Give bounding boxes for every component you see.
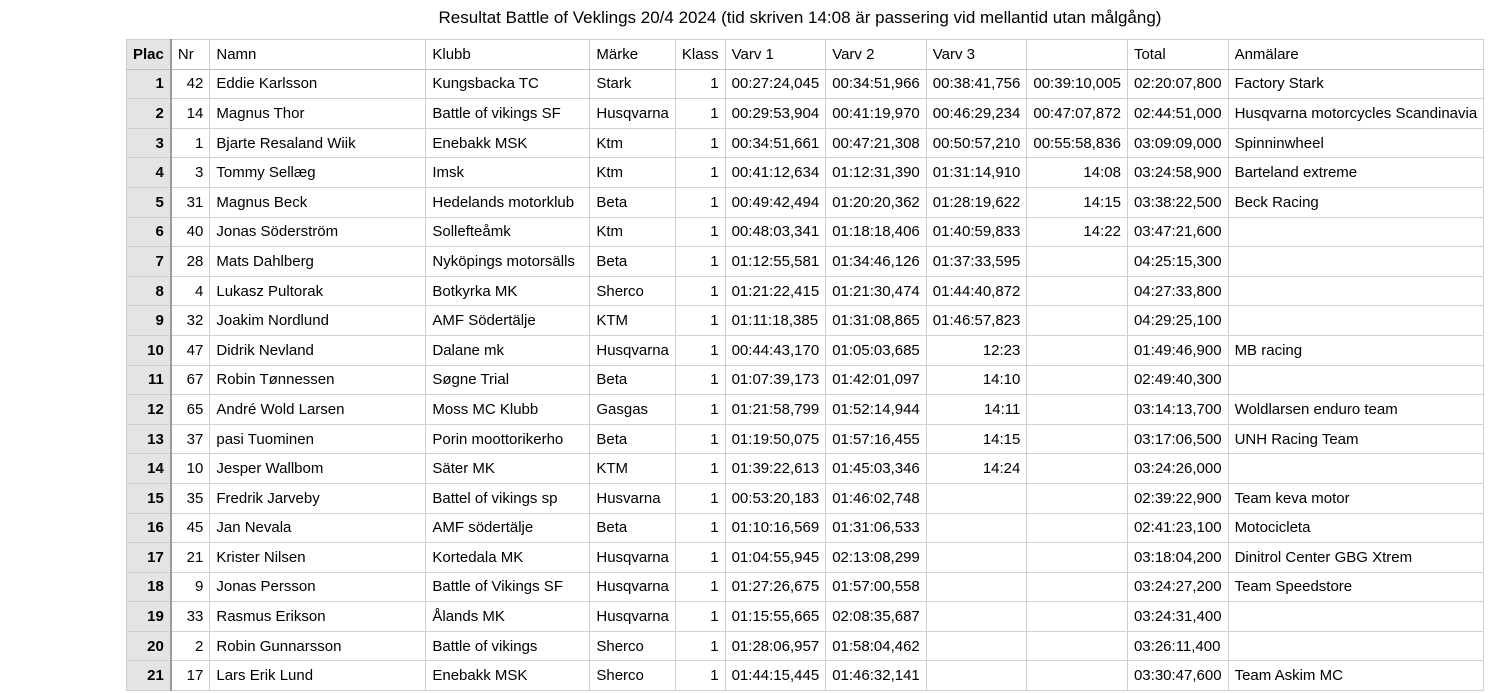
cell-klass: 1 bbox=[675, 572, 725, 602]
cell-marke: Sherco bbox=[590, 276, 676, 306]
cell-total: 02:41:23,100 bbox=[1127, 513, 1228, 543]
cell-klubb: Botkyrka MK bbox=[426, 276, 590, 306]
cell-namn: Joakim Nordlund bbox=[210, 306, 426, 336]
cell-varv2: 01:46:02,748 bbox=[826, 483, 927, 513]
cell-namn: Bjarte Resaland Wiik bbox=[210, 128, 426, 158]
cell-klass: 1 bbox=[675, 306, 725, 336]
cell-namn: Jan Nevala bbox=[210, 513, 426, 543]
cell-total: 04:25:15,300 bbox=[1127, 247, 1228, 277]
cell-varv3: 01:31:14,910 bbox=[926, 158, 1027, 188]
cell-varv3: 01:37:33,595 bbox=[926, 247, 1027, 277]
cell-klubb: Ålands MK bbox=[426, 602, 590, 632]
cell-klass: 1 bbox=[675, 69, 725, 99]
cell-plac: 13 bbox=[127, 424, 171, 454]
col-header-varv1: Varv 1 bbox=[725, 40, 826, 70]
cell-total: 03:09:09,000 bbox=[1127, 128, 1228, 158]
cell-nr: 42 bbox=[171, 69, 210, 99]
cell-varv3 bbox=[926, 602, 1027, 632]
cell-varv2: 01:18:18,406 bbox=[826, 217, 927, 247]
cell-nr: 4 bbox=[171, 276, 210, 306]
table-row bbox=[127, 572, 1484, 602]
page-title-text: Resultat Battle of Veklings 20/4 2024 (tid skriven 14:08 är passering vid mellantid utan målgång) bbox=[438, 8, 1162, 27]
cell-namn: pasi Tuominen bbox=[210, 424, 426, 454]
cell-varv4 bbox=[1027, 424, 1128, 454]
cell-varv2: 02:08:35,687 bbox=[826, 602, 927, 632]
cell-total: 03:14:13,700 bbox=[1127, 395, 1228, 425]
cell-varv2: 01:45:03,346 bbox=[826, 454, 927, 484]
cell-klubb: Kortedala MK bbox=[426, 543, 590, 573]
cell-varv1: 01:11:18,385 bbox=[725, 306, 826, 336]
cell-varv3: 14:24 bbox=[926, 454, 1027, 484]
cell-varv1: 00:34:51,661 bbox=[725, 128, 826, 158]
col-header-total: Total bbox=[1127, 40, 1228, 70]
cell-anmalare bbox=[1228, 276, 1484, 306]
cell-plac: 9 bbox=[127, 306, 171, 336]
cell-nr: 45 bbox=[171, 513, 210, 543]
cell-varv2: 01:57:16,455 bbox=[826, 424, 927, 454]
cell-varv4 bbox=[1027, 543, 1128, 573]
cell-total: 03:24:27,200 bbox=[1127, 572, 1228, 602]
cell-varv3: 00:38:41,756 bbox=[926, 69, 1027, 99]
cell-total: 02:20:07,800 bbox=[1127, 69, 1228, 99]
cell-varv1: 01:10:16,569 bbox=[725, 513, 826, 543]
cell-varv3 bbox=[926, 513, 1027, 543]
cell-varv2: 01:58:04,462 bbox=[826, 631, 927, 661]
cell-nr: 32 bbox=[171, 306, 210, 336]
cell-varv3 bbox=[926, 572, 1027, 602]
cell-total: 03:18:04,200 bbox=[1127, 543, 1228, 573]
cell-varv3: 01:46:57,823 bbox=[926, 306, 1027, 336]
cell-varv3: 12:23 bbox=[926, 335, 1027, 365]
cell-varv1: 01:44:15,445 bbox=[725, 661, 826, 691]
cell-namn: Rasmus Erikson bbox=[210, 602, 426, 632]
cell-varv2: 02:13:08,299 bbox=[826, 543, 927, 573]
cell-klubb: Battle of vikings bbox=[426, 631, 590, 661]
header-row bbox=[127, 40, 1484, 70]
cell-nr: 9 bbox=[171, 572, 210, 602]
table-row bbox=[127, 217, 1484, 247]
col-header-klubb: Klubb bbox=[426, 40, 590, 70]
cell-plac: 18 bbox=[127, 572, 171, 602]
cell-varv1: 01:04:55,945 bbox=[725, 543, 826, 573]
cell-nr: 35 bbox=[171, 483, 210, 513]
cell-nr: 33 bbox=[171, 602, 210, 632]
cell-klass: 1 bbox=[675, 483, 725, 513]
cell-varv1: 01:28:06,957 bbox=[725, 631, 826, 661]
cell-namn: Fredrik Jarveby bbox=[210, 483, 426, 513]
col-header-anmalare: Anmälare bbox=[1228, 40, 1484, 70]
cell-plac: 16 bbox=[127, 513, 171, 543]
cell-namn: Mats Dahlberg bbox=[210, 247, 426, 277]
cell-total: 03:47:21,600 bbox=[1127, 217, 1228, 247]
cell-klass: 1 bbox=[675, 158, 725, 188]
cell-varv3: 00:46:29,234 bbox=[926, 99, 1027, 129]
cell-namn: Didrik Nevland bbox=[210, 335, 426, 365]
cell-plac: 19 bbox=[127, 602, 171, 632]
cell-klass: 1 bbox=[675, 602, 725, 632]
cell-varv1: 01:27:26,675 bbox=[725, 572, 826, 602]
cell-nr: 3 bbox=[171, 158, 210, 188]
cell-total: 03:24:58,900 bbox=[1127, 158, 1228, 188]
cell-klass: 1 bbox=[675, 661, 725, 691]
cell-varv1: 01:12:55,581 bbox=[725, 247, 826, 277]
cell-varv3: 01:28:19,622 bbox=[926, 187, 1027, 217]
cell-anmalare: Motocicleta bbox=[1228, 513, 1484, 543]
cell-klubb: Kungsbacka TC bbox=[426, 69, 590, 99]
cell-klass: 1 bbox=[675, 335, 725, 365]
table-row bbox=[127, 158, 1484, 188]
cell-klass: 1 bbox=[675, 247, 725, 277]
table-row bbox=[127, 424, 1484, 454]
cell-varv1: 00:44:43,170 bbox=[725, 335, 826, 365]
cell-varv4 bbox=[1027, 335, 1128, 365]
cell-varv4 bbox=[1027, 306, 1128, 336]
cell-nr: 47 bbox=[171, 335, 210, 365]
cell-klubb: Imsk bbox=[426, 158, 590, 188]
table-row bbox=[127, 187, 1484, 217]
cell-varv3: 00:50:57,210 bbox=[926, 128, 1027, 158]
cell-klubb: Battel of vikings sp bbox=[426, 483, 590, 513]
cell-plac: 1 bbox=[127, 69, 171, 99]
cell-varv3: 14:10 bbox=[926, 365, 1027, 395]
cell-total: 03:38:22,500 bbox=[1127, 187, 1228, 217]
page-title bbox=[0, 6, 1500, 30]
cell-total: 04:27:33,800 bbox=[1127, 276, 1228, 306]
cell-anmalare: MB racing bbox=[1228, 335, 1484, 365]
cell-varv2: 01:20:20,362 bbox=[826, 187, 927, 217]
cell-total: 04:29:25,100 bbox=[1127, 306, 1228, 336]
cell-total: 01:49:46,900 bbox=[1127, 335, 1228, 365]
table-row bbox=[127, 69, 1484, 99]
cell-klubb: Enebakk MSK bbox=[426, 128, 590, 158]
cell-varv4: 14:15 bbox=[1027, 187, 1128, 217]
cell-anmalare: Spinninwheel bbox=[1228, 128, 1484, 158]
cell-anmalare: Dinitrol Center GBG Xtrem bbox=[1228, 543, 1484, 573]
cell-marke: Husqvarna bbox=[590, 572, 676, 602]
cell-klubb: Battle of vikings SF bbox=[426, 99, 590, 129]
cell-varv4: 00:47:07,872 bbox=[1027, 99, 1128, 129]
col-header-klass: Klass bbox=[675, 40, 725, 70]
cell-varv2: 01:52:14,944 bbox=[826, 395, 927, 425]
cell-klass: 1 bbox=[675, 276, 725, 306]
cell-varv4 bbox=[1027, 572, 1128, 602]
cell-marke: Ktm bbox=[590, 217, 676, 247]
cell-varv3 bbox=[926, 543, 1027, 573]
col-header-nr: Nr bbox=[171, 40, 210, 70]
cell-klubb: Moss MC Klubb bbox=[426, 395, 590, 425]
cell-namn: Tommy Sellæg bbox=[210, 158, 426, 188]
table-row bbox=[127, 335, 1484, 365]
table-row bbox=[127, 602, 1484, 632]
col-header-marke: Märke bbox=[590, 40, 676, 70]
cell-varv3 bbox=[926, 661, 1027, 691]
cell-varv3: 01:44:40,872 bbox=[926, 276, 1027, 306]
cell-namn: Eddie Karlsson bbox=[210, 69, 426, 99]
cell-marke: Husqvarna bbox=[590, 335, 676, 365]
cell-anmalare bbox=[1228, 217, 1484, 247]
table-row bbox=[127, 99, 1484, 129]
table-row bbox=[127, 276, 1484, 306]
cell-plac: 12 bbox=[127, 395, 171, 425]
cell-total: 03:17:06,500 bbox=[1127, 424, 1228, 454]
cell-nr: 37 bbox=[171, 424, 210, 454]
cell-klubb: Porin moottorikerho bbox=[426, 424, 590, 454]
cell-varv1: 00:27:24,045 bbox=[725, 69, 826, 99]
cell-marke: Beta bbox=[590, 247, 676, 277]
cell-nr: 65 bbox=[171, 395, 210, 425]
cell-klass: 1 bbox=[675, 128, 725, 158]
cell-nr: 17 bbox=[171, 661, 210, 691]
col-header-plac: Plac bbox=[127, 40, 171, 70]
table-row bbox=[127, 543, 1484, 573]
results-table bbox=[126, 39, 1484, 691]
cell-varv4: 14:22 bbox=[1027, 217, 1128, 247]
cell-klass: 1 bbox=[675, 454, 725, 484]
cell-varv2: 01:31:08,865 bbox=[826, 306, 927, 336]
cell-total: 03:24:26,000 bbox=[1127, 454, 1228, 484]
cell-varv3: 14:11 bbox=[926, 395, 1027, 425]
cell-klass: 1 bbox=[675, 631, 725, 661]
table-row bbox=[127, 128, 1484, 158]
cell-namn: Magnus Thor bbox=[210, 99, 426, 129]
col-header-varv4 bbox=[1027, 40, 1128, 70]
cell-anmalare: Team keva motor bbox=[1228, 483, 1484, 513]
cell-namn: Jesper Wallbom bbox=[210, 454, 426, 484]
cell-marke: Beta bbox=[590, 365, 676, 395]
cell-total: 03:30:47,600 bbox=[1127, 661, 1228, 691]
cell-varv1: 01:39:22,613 bbox=[725, 454, 826, 484]
table-row bbox=[127, 631, 1484, 661]
cell-plac: 8 bbox=[127, 276, 171, 306]
cell-varv1: 00:41:12,634 bbox=[725, 158, 826, 188]
cell-plac: 17 bbox=[127, 543, 171, 573]
cell-varv4 bbox=[1027, 247, 1128, 277]
cell-nr: 21 bbox=[171, 543, 210, 573]
cell-total: 03:24:31,400 bbox=[1127, 602, 1228, 632]
cell-plac: 14 bbox=[127, 454, 171, 484]
cell-nr: 67 bbox=[171, 365, 210, 395]
cell-klass: 1 bbox=[675, 395, 725, 425]
cell-varv4 bbox=[1027, 483, 1128, 513]
cell-varv4 bbox=[1027, 661, 1128, 691]
cell-klubb: Søgne Trial bbox=[426, 365, 590, 395]
cell-total: 02:44:51,000 bbox=[1127, 99, 1228, 129]
table-row bbox=[127, 483, 1484, 513]
cell-marke: Husvarna bbox=[590, 483, 676, 513]
cell-varv1: 00:49:42,494 bbox=[725, 187, 826, 217]
cell-klass: 1 bbox=[675, 365, 725, 395]
cell-namn: André Wold Larsen bbox=[210, 395, 426, 425]
cell-klass: 1 bbox=[675, 543, 725, 573]
cell-varv2: 00:47:21,308 bbox=[826, 128, 927, 158]
cell-marke: Ktm bbox=[590, 128, 676, 158]
cell-varv2: 01:31:06,533 bbox=[826, 513, 927, 543]
cell-namn: Lukasz Pultorak bbox=[210, 276, 426, 306]
col-header-namn: Namn bbox=[210, 40, 426, 70]
cell-varv1: 00:53:20,183 bbox=[725, 483, 826, 513]
cell-namn: Magnus Beck bbox=[210, 187, 426, 217]
cell-varv4: 00:55:58,836 bbox=[1027, 128, 1128, 158]
table-row bbox=[127, 513, 1484, 543]
cell-plac: 11 bbox=[127, 365, 171, 395]
cell-varv2: 01:05:03,685 bbox=[826, 335, 927, 365]
cell-total: 02:49:40,300 bbox=[1127, 365, 1228, 395]
cell-namn: Robin Tønnessen bbox=[210, 365, 426, 395]
cell-anmalare bbox=[1228, 306, 1484, 336]
cell-marke: Stark bbox=[590, 69, 676, 99]
cell-marke: KTM bbox=[590, 306, 676, 336]
cell-varv1: 01:15:55,665 bbox=[725, 602, 826, 632]
cell-plac: 20 bbox=[127, 631, 171, 661]
cell-nr: 2 bbox=[171, 631, 210, 661]
cell-varv4 bbox=[1027, 365, 1128, 395]
cell-nr: 40 bbox=[171, 217, 210, 247]
cell-klubb: Sollefteåmk bbox=[426, 217, 590, 247]
cell-plac: 21 bbox=[127, 661, 171, 691]
cell-varv4: 00:39:10,005 bbox=[1027, 69, 1128, 99]
cell-varv1: 01:07:39,173 bbox=[725, 365, 826, 395]
cell-varv2: 01:12:31,390 bbox=[826, 158, 927, 188]
cell-marke: Sherco bbox=[590, 631, 676, 661]
cell-anmalare: Husqvarna motorcycles Scandinavia bbox=[1228, 99, 1484, 129]
table-row bbox=[127, 247, 1484, 277]
cell-varv3: 14:15 bbox=[926, 424, 1027, 454]
cell-anmalare bbox=[1228, 454, 1484, 484]
cell-klass: 1 bbox=[675, 99, 725, 129]
cell-anmalare: Factory Stark bbox=[1228, 69, 1484, 99]
cell-varv2: 01:57:00,558 bbox=[826, 572, 927, 602]
results-body bbox=[127, 69, 1484, 690]
cell-klubb: Nyköpings motorsälls bbox=[426, 247, 590, 277]
cell-klass: 1 bbox=[675, 513, 725, 543]
cell-plac: 6 bbox=[127, 217, 171, 247]
cell-plac: 15 bbox=[127, 483, 171, 513]
cell-namn: Krister Nilsen bbox=[210, 543, 426, 573]
cell-anmalare bbox=[1228, 631, 1484, 661]
cell-anmalare: Barteland extreme bbox=[1228, 158, 1484, 188]
cell-marke: Beta bbox=[590, 187, 676, 217]
cell-varv2: 00:41:19,970 bbox=[826, 99, 927, 129]
cell-varv4 bbox=[1027, 276, 1128, 306]
table-row bbox=[127, 661, 1484, 691]
cell-nr: 14 bbox=[171, 99, 210, 129]
cell-anmalare bbox=[1228, 365, 1484, 395]
col-header-varv2: Varv 2 bbox=[826, 40, 927, 70]
cell-anmalare: Woldlarsen enduro team bbox=[1228, 395, 1484, 425]
cell-klubb: Enebakk MSK bbox=[426, 661, 590, 691]
cell-varv4: 14:08 bbox=[1027, 158, 1128, 188]
cell-marke: Ktm bbox=[590, 158, 676, 188]
cell-anmalare bbox=[1228, 247, 1484, 277]
cell-varv1: 01:21:22,415 bbox=[725, 276, 826, 306]
col-header-varv3: Varv 3 bbox=[926, 40, 1027, 70]
cell-nr: 28 bbox=[171, 247, 210, 277]
cell-marke: Beta bbox=[590, 424, 676, 454]
cell-namn: Lars Erik Lund bbox=[210, 661, 426, 691]
cell-anmalare: Beck Racing bbox=[1228, 187, 1484, 217]
cell-marke: Husqvarna bbox=[590, 602, 676, 632]
cell-total: 02:39:22,900 bbox=[1127, 483, 1228, 513]
cell-marke: Gasgas bbox=[590, 395, 676, 425]
cell-varv1: 01:19:50,075 bbox=[725, 424, 826, 454]
cell-klubb: AMF södertälje bbox=[426, 513, 590, 543]
cell-klubb: Battle of Vikings SF bbox=[426, 572, 590, 602]
cell-klubb: Dalane mk bbox=[426, 335, 590, 365]
cell-klass: 1 bbox=[675, 217, 725, 247]
cell-namn: Robin Gunnarsson bbox=[210, 631, 426, 661]
cell-marke: Husqvarna bbox=[590, 543, 676, 573]
cell-nr: 10 bbox=[171, 454, 210, 484]
cell-klass: 1 bbox=[675, 424, 725, 454]
cell-varv1: 00:48:03,341 bbox=[725, 217, 826, 247]
table-row bbox=[127, 454, 1484, 484]
cell-varv2: 01:42:01,097 bbox=[826, 365, 927, 395]
cell-anmalare bbox=[1228, 602, 1484, 632]
cell-plac: 4 bbox=[127, 158, 171, 188]
cell-plac: 7 bbox=[127, 247, 171, 277]
cell-varv2: 01:34:46,126 bbox=[826, 247, 927, 277]
cell-varv4 bbox=[1027, 454, 1128, 484]
cell-varv3: 01:40:59,833 bbox=[926, 217, 1027, 247]
cell-marke: Husqvarna bbox=[590, 99, 676, 129]
cell-varv3 bbox=[926, 631, 1027, 661]
cell-varv2: 00:34:51,966 bbox=[826, 69, 927, 99]
cell-varv3 bbox=[926, 483, 1027, 513]
cell-varv1: 00:29:53,904 bbox=[725, 99, 826, 129]
cell-namn: Jonas Persson bbox=[210, 572, 426, 602]
cell-plac: 3 bbox=[127, 128, 171, 158]
cell-marke: Beta bbox=[590, 513, 676, 543]
cell-varv4 bbox=[1027, 602, 1128, 632]
cell-namn: Jonas Söderström bbox=[210, 217, 426, 247]
cell-plac: 5 bbox=[127, 187, 171, 217]
cell-nr: 1 bbox=[171, 128, 210, 158]
cell-klass: 1 bbox=[675, 187, 725, 217]
cell-marke: KTM bbox=[590, 454, 676, 484]
cell-varv2: 01:21:30,474 bbox=[826, 276, 927, 306]
cell-varv4 bbox=[1027, 395, 1128, 425]
cell-plac: 2 bbox=[127, 99, 171, 129]
table-row bbox=[127, 306, 1484, 336]
cell-varv2: 01:46:32,141 bbox=[826, 661, 927, 691]
cell-marke: Sherco bbox=[590, 661, 676, 691]
cell-klubb: Säter MK bbox=[426, 454, 590, 484]
table-row bbox=[127, 365, 1484, 395]
cell-anmalare: Team Speedstore bbox=[1228, 572, 1484, 602]
cell-varv4 bbox=[1027, 513, 1128, 543]
cell-plac: 10 bbox=[127, 335, 171, 365]
table-row bbox=[127, 395, 1484, 425]
cell-klubb: Hedelands motorklub bbox=[426, 187, 590, 217]
cell-anmalare: UNH Racing Team bbox=[1228, 424, 1484, 454]
cell-varv4 bbox=[1027, 631, 1128, 661]
cell-total: 03:26:11,400 bbox=[1127, 631, 1228, 661]
cell-anmalare: Team Askim MC bbox=[1228, 661, 1484, 691]
cell-varv1: 01:21:58,799 bbox=[725, 395, 826, 425]
cell-klubb: AMF Södertälje bbox=[426, 306, 590, 336]
cell-nr: 31 bbox=[171, 187, 210, 217]
